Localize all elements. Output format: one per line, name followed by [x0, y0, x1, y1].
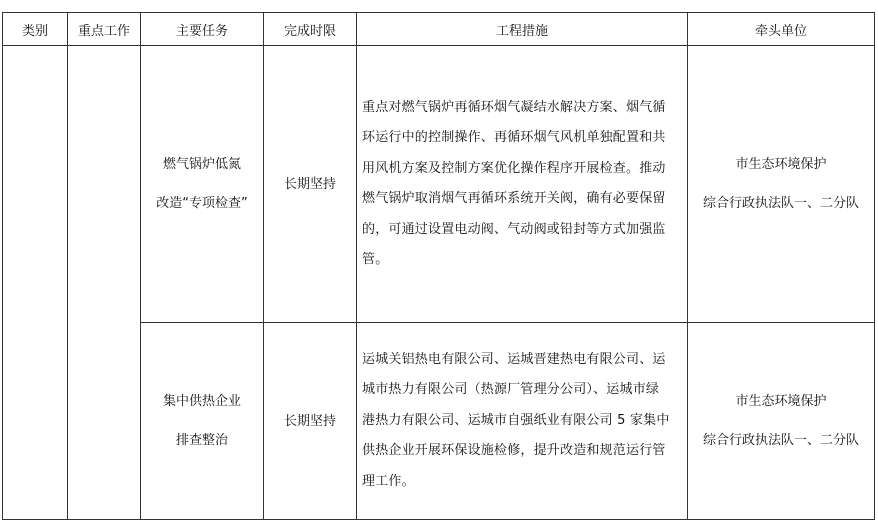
- deadline-cell: 长期坚持: [264, 323, 357, 520]
- lead-unit-line: 市生态环境保护: [735, 157, 827, 172]
- lead-unit-line: 综合行政执法队一、二分队: [702, 433, 859, 448]
- lead-unit-cell: [688, 323, 875, 520]
- lead-unit-line: 综合行政执法队一、二分队: [702, 196, 859, 211]
- header-measures: 工程措施: [357, 13, 688, 46]
- main-task-line: 燃气锅炉低氮: [162, 157, 241, 172]
- header-deadline: 完成时限: [264, 13, 357, 46]
- measures-line: 的，可通过设置电动阀、气动阀或铅封等方式加强监: [362, 221, 666, 237]
- header-main-task: 主要任务: [141, 13, 264, 46]
- measures-cell: [357, 323, 688, 520]
- main-task-cell: [141, 323, 264, 520]
- measures-line: 运城关铝热电有限公司、运城晋建热电有限公司、运: [362, 351, 666, 367]
- header-category: 类别: [3, 13, 68, 46]
- header-lead-unit: 牵头单位: [688, 13, 875, 46]
- table-header-row: [3, 13, 875, 46]
- main-task-line: 集中供热企业: [162, 394, 241, 409]
- main-task-cell: [141, 46, 264, 323]
- measures-line: 用风机方案及控制方案优化操作程序开展检查。推动: [362, 160, 666, 176]
- task-table: [2, 12, 875, 520]
- measures-cell: [357, 46, 688, 323]
- measures-line: 环运行中的控制操作、再循环烟气风机单独配置和共: [362, 130, 666, 145]
- deadline-cell: 长期坚持: [264, 46, 357, 323]
- measures-line: 管。: [362, 252, 389, 267]
- measures-line: 燃气锅炉取消烟气再循环系统开关阀，确有必要保留: [362, 191, 666, 206]
- category-cell: [3, 46, 68, 520]
- measures-line: 理工作。: [362, 473, 415, 489]
- measures-line: 供热企业开展环保设施检修，提升改造和规范运行管: [362, 443, 666, 459]
- lead-unit-cell: [688, 46, 875, 323]
- key-work-cell: [68, 46, 141, 520]
- lead-unit-line: 市生态环境保护: [735, 394, 827, 409]
- main-task-line: 改造“专项检查”: [156, 196, 248, 211]
- measures-line: 重点对燃气锅炉再循环烟气凝结水解决方案、烟气循: [362, 99, 666, 115]
- header-key-work: 重点工作: [68, 13, 141, 46]
- main-task-line: 排查整治: [175, 433, 228, 448]
- measures-line: 港热力有限公司、运城市自强纸业有限公司 5 家集中: [362, 412, 670, 428]
- table-row: [3, 46, 875, 323]
- measures-line: 城市热力有限公司（热源厂管理分公司）、运城市绿: [362, 382, 660, 398]
